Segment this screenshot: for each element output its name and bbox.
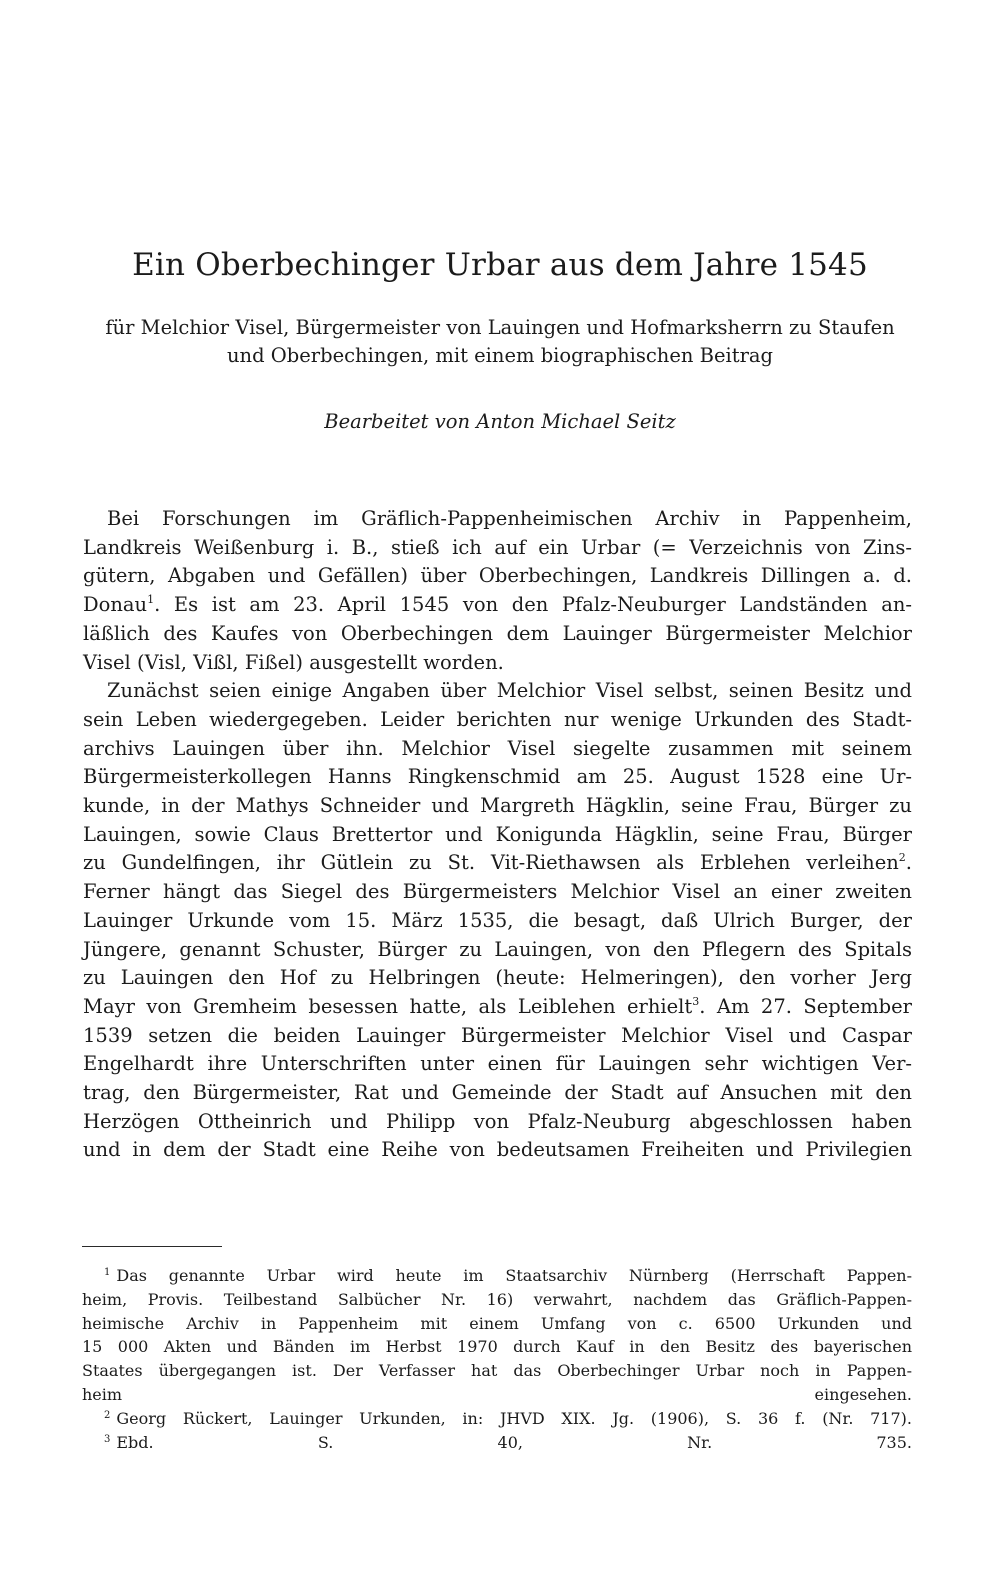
subtitle [82,314,918,370]
text-line: archivs Lauingen über ihn. Melchior Visel siegelte zusammen mit seinem [83,736,912,760]
footnote-line [104,1264,912,1288]
text-line: sein Leben wiedergegeben. Leider berichten nur wenige Urkunden des Stadt- [83,707,912,731]
footnote-number: 3 [104,1433,111,1445]
text-line: und in dem der Stadt eine Reihe von bedeutsamen Freiheiten und Privilegien [83,1138,912,1162]
footnote [82,1264,912,1407]
text-fragment: . Am 27. September [699,994,912,1018]
footnote-ref: 3 [692,994,700,1008]
footnote-ref: 1 [147,593,155,607]
footnote-line: Staates übergegangen ist. Der Verfasser hat das Oberbechinger Urbar noch in Pappen- [82,1361,912,1381]
text-line: trag, den Bürgermeister, Rat und Gemeinde der Stadt auf Ansuchen mit den [83,1081,912,1105]
footnote-line: heimische Archiv in Pappenheim mit einem Umfang von c. 6500 Urkunden und [82,1313,912,1333]
text-line: Jüngere, genannt Schuster, Bürger zu Lauingen, von den Pflegern des Spitals [83,937,912,961]
text-fragment: Ebd. S. 40, Nr. 735. [116,1432,912,1452]
footnote-line: heim eingesehen. [82,1384,912,1404]
footnote-divider [82,1246,222,1247]
text-fragment: . Es ist am 23. April 1545 von den Pfalz-Neuburger Landständen an- [154,593,912,617]
text-line: gütern, Abgaben und Gefällen) über Oberbechingen, Landkreis Dillingen a. d. [83,564,912,588]
footnote-ref: 2 [898,851,906,865]
page-title: Ein Oberbechinger Urbar aus dem Jahre 1545 [132,247,868,283]
text-line: Visel (Visl, Vißl, Fißel) ausgestellt worden. [83,650,504,674]
footnote-number: 2 [104,1409,111,1421]
text-line: Zunächst seien einige Angaben über Melchior Visel selbst, seinen Besitz und [107,679,912,703]
text-line: Lauingen, sowie Claus Brettertor und Konigunda Hägklin, seine Frau, Bürger [83,822,912,846]
text-fragment: Georg Rückert, Lauinger Urkunden, in: JHVD XIX. Jg. (1906), S. 36 f. (Nr. 717). [116,1408,912,1428]
footnote-number: 1 [104,1267,111,1278]
text-line [83,849,912,878]
text-line: 1539 setzen die beiden Lauinger Bürgermeister Melchior Visel und Caspar [83,1023,912,1047]
text-fragment: Mayr von Gremheim besessen hatte, als Leiblehen erhielt [83,994,693,1018]
text-fragment: Donau [83,593,148,617]
paragraph [83,505,912,677]
text-line: Lauinger Urkunde vom 15. März 1535, die besagt, daß Ulrich Burger, der [83,908,912,932]
footnote-line: heim, Provis. Teilbestand Salbücher Nr. 16) verwahrt, nachdem das Gräflich-Pappen- [82,1289,912,1309]
text-line: läßlich des Kaufes von Oberbechingen dem Lauinger Bürgermeister Melchior [83,621,912,645]
text-line: Landkreis Weißenburg i. B., stieß ich auf ein Urbar (= Verzeichnis von Zins- [83,535,912,559]
footnote-line [104,1431,912,1455]
text-fragment: zu Gundelfingen, ihr Gütlein zu St. Vit-Riethawsen als Erblehen verleihen [83,851,899,875]
subtitle-line: für Melchior Visel, Bürgermeister von Lauingen und Hofmarksherrn zu Staufen [105,316,895,339]
footnote-line [104,1407,912,1431]
text-line: Herzögen Ottheinrich und Philipp von Pfalz-Neuburg abgeschlossen haben [83,1109,912,1133]
text-fragment: Das genannte Urbar wird heute im Staatsarchiv Nürnberg (Herrschaft Pappen- [116,1266,912,1285]
text-line: Bei Forschungen im Gräflich-Pappenheimischen Archiv in Pappenheim, [107,507,912,530]
text-line: Bürgermeisterkollegen Hanns Ringkenschmid am 25. August 1528 eine Ur- [83,765,912,789]
subtitle-line: und Oberbechingen, mit einem biographischen Beitrag [226,344,774,367]
text-line: kunde, in der Mathys Schneider und Margreth Hägklin, seine Frau, Bürger zu [83,794,912,818]
article-body [83,505,912,1165]
text-line: Ferner hängt das Siegel des Bürgermeisters Melchior Visel an einer zweiten [83,880,912,904]
text-line [83,993,912,1022]
footnotes [82,1264,912,1454]
text-line: Engelhardt ihre Unterschriften unter einen für Lauingen sehr wichtigen Ver- [83,1052,912,1076]
text-line [83,591,912,620]
text-fragment: . [905,851,912,875]
author-line: Bearbeitet von Anton Michael Seitz [324,410,676,433]
paragraph [83,677,912,1165]
footnote [104,1431,912,1455]
footnote-line: 15 000 Akten und Bänden im Herbst 1970 durch Kauf in den Besitz des bayerischen [82,1337,912,1357]
text-line: zu Lauingen den Hof zu Helbringen (heute: Helmeringen), den vorher Jerg [83,966,912,990]
footnote [104,1407,912,1431]
